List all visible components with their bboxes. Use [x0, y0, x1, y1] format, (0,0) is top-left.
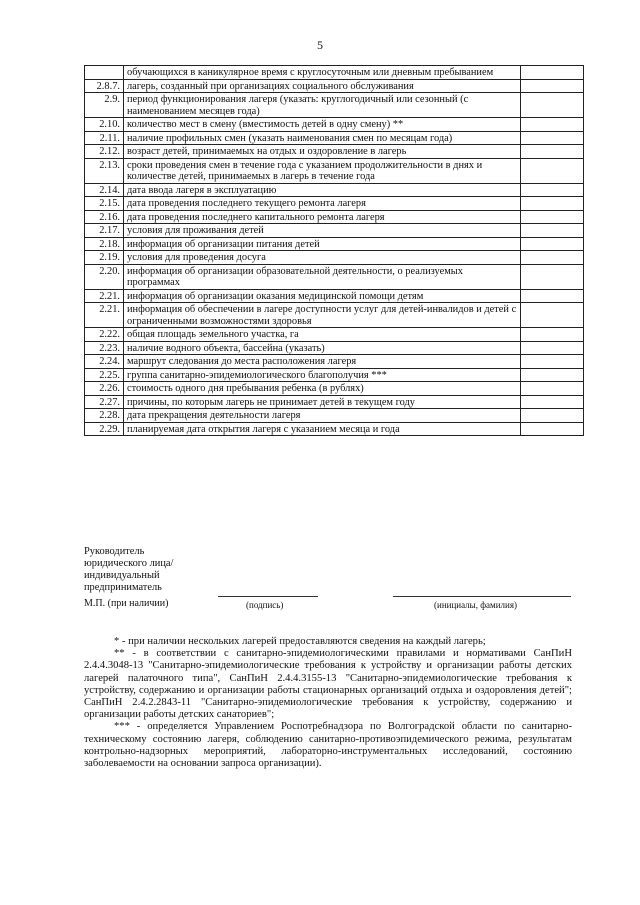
- row-value-cell[interactable]: [521, 145, 584, 159]
- row-description: информация об организации оказания медицинской помощи детям: [124, 289, 521, 303]
- row-number: 2.20.: [85, 264, 124, 289]
- signature-title-line-3: индивидуальный: [84, 570, 160, 581]
- row-number: 2.25.: [85, 368, 124, 382]
- row-description: лагерь, созданный при организациях социального обслуживания: [124, 79, 521, 93]
- row-number: 2.18.: [85, 237, 124, 251]
- row-description: дата проведения последнего текущего ремонта лагеря: [124, 197, 521, 211]
- row-value-cell[interactable]: [521, 264, 584, 289]
- row-description: общая площадь земельного участка, га: [124, 328, 521, 342]
- footnote-2: ** - в соответствии с санитарно-эпидемиологическими правилами и нормативами СанПиН 2.4.4.3048-13 "Санитарно-эпидемиологические требования к устройству и организации работы детских лагерей палаточного типа", СанПиН 2.4.4.3155-13 "Санитарно-эпидемиологические требования к устройству, содержанию и организации работы стационарных организаций отдыха и оздоровления детей"; СанПиН 2.4.2.2843-11 "Санитарно-эпидемиологические требования к устройству, содержанию и организации работы детских санаториев";: [84, 648, 572, 721]
- table-row: [85, 79, 584, 93]
- row-description: наличие профильных смен (указать наименования смен по месяцам года): [124, 131, 521, 145]
- row-number: 2.13.: [85, 158, 124, 183]
- signature-line: [218, 596, 318, 597]
- row-value-cell[interactable]: [521, 368, 584, 382]
- row-description: группа санитарно-эпидемиологического благополучия ***: [124, 368, 521, 382]
- row-number: 2.10.: [85, 118, 124, 132]
- row-value-cell[interactable]: [521, 422, 584, 436]
- table-row: [85, 237, 584, 251]
- table-row: [85, 158, 584, 183]
- name-caption: (инициалы, фамилия): [434, 600, 517, 610]
- table-row: [85, 289, 584, 303]
- row-description: стоимость одного дня пребывания ребенка (в рублях): [124, 382, 521, 396]
- table-row: [85, 328, 584, 342]
- row-description: сроки проведения смен в течение года с указанием продолжительности в днях и количестве детей, принимаемых в лагерь в течение года: [124, 158, 521, 183]
- row-number: 2.17.: [85, 224, 124, 238]
- row-description: дата прекращения деятельности лагеря: [124, 409, 521, 423]
- row-number: 2.9.: [85, 93, 124, 118]
- row-value-cell[interactable]: [521, 382, 584, 396]
- table-row: [85, 224, 584, 238]
- signature-title-line-2: юридического лица/: [84, 558, 174, 569]
- row-number: 2.26.: [85, 382, 124, 396]
- row-value-cell[interactable]: [521, 289, 584, 303]
- row-number: 2.23.: [85, 341, 124, 355]
- row-number: 2.21.: [85, 303, 124, 328]
- signature-block: [84, 546, 173, 594]
- row-description: информация об организации образовательной деятельности, о реализуемых программах: [124, 264, 521, 289]
- table-row: [85, 131, 584, 145]
- table-row: [85, 93, 584, 118]
- row-value-cell[interactable]: [521, 251, 584, 265]
- table-row: [85, 183, 584, 197]
- footnote-3: *** - определяется Управлением Роспотребнадзора по Волгоградской области по санитарно-техническому состоянию лагеря, соблюдению санитарно-противоэпидемического режима, результатам контрольно-надзорных мероприятий, лабораторно-инструментальных исследований, состоянию заболеваемости на основании запроса организации).: [84, 721, 572, 770]
- row-number: 2.29.: [85, 422, 124, 436]
- table-row: [85, 395, 584, 409]
- signature-title-line-4: предприниматель: [84, 582, 162, 593]
- footnote-1: * - при наличии нескольких лагерей предоставляются сведения на каждый лагерь;: [114, 636, 486, 647]
- row-description: период функционирования лагеря (указать: круглогодичный или сезонный (с наименованием месяцев года): [124, 93, 521, 118]
- row-value-cell[interactable]: [521, 158, 584, 183]
- row-number: 2.19.: [85, 251, 124, 265]
- row-value-cell[interactable]: [521, 303, 584, 328]
- signature-caption: (подпись): [246, 600, 284, 610]
- table-row: [85, 251, 584, 265]
- table-row: [85, 210, 584, 224]
- row-number: 2.16.: [85, 210, 124, 224]
- row-value-cell[interactable]: [521, 183, 584, 197]
- row-value-cell[interactable]: [521, 118, 584, 132]
- row-description: наличие водного объекта, бассейна (указать): [124, 341, 521, 355]
- row-description: количество мест в смену (вместимость детей в одну смену) **: [124, 118, 521, 132]
- row-description: обучающихся в каникулярное время с круглосуточным или дневным пребыванием: [124, 66, 521, 80]
- row-value-cell[interactable]: [521, 355, 584, 369]
- table-row: [85, 409, 584, 423]
- table-row: [85, 303, 584, 328]
- row-value-cell[interactable]: [521, 131, 584, 145]
- table-row: [85, 145, 584, 159]
- row-value-cell[interactable]: [521, 66, 584, 80]
- row-value-cell[interactable]: [521, 79, 584, 93]
- row-number: 2.21.: [85, 289, 124, 303]
- table-row: [85, 355, 584, 369]
- row-value-cell[interactable]: [521, 197, 584, 211]
- row-number: 2.8.7.: [85, 79, 124, 93]
- row-description: дата ввода лагеря в эксплуатацию: [124, 183, 521, 197]
- row-value-cell[interactable]: [521, 210, 584, 224]
- table-row: [85, 382, 584, 396]
- table-row: [85, 118, 584, 132]
- row-number: 2.24.: [85, 355, 124, 369]
- row-description: условия для проживания детей: [124, 224, 521, 238]
- row-number: 2.11.: [85, 131, 124, 145]
- table-row: [85, 422, 584, 436]
- table-row: [85, 66, 584, 80]
- row-number: 2.27.: [85, 395, 124, 409]
- form-table: [84, 65, 584, 436]
- row-number: 2.22.: [85, 328, 124, 342]
- row-description: маршрут следования до места расположения лагеря: [124, 355, 521, 369]
- row-description: дата проведения последнего капитального ремонта лагеря: [124, 210, 521, 224]
- table-row: [85, 341, 584, 355]
- row-value-cell[interactable]: [521, 395, 584, 409]
- table-row: [85, 197, 584, 211]
- row-number: 2.12.: [85, 145, 124, 159]
- footnotes: [84, 636, 572, 770]
- row-value-cell[interactable]: [521, 328, 584, 342]
- row-description: планируемая дата открытия лагеря с указанием месяца и года: [124, 422, 521, 436]
- row-value-cell[interactable]: [521, 409, 584, 423]
- name-line: [393, 596, 571, 597]
- row-number: 2.15.: [85, 197, 124, 211]
- row-value-cell[interactable]: [521, 93, 584, 118]
- row-number: [85, 66, 124, 80]
- table-row: [85, 264, 584, 289]
- row-number: 2.14.: [85, 183, 124, 197]
- row-number: 2.28.: [85, 409, 124, 423]
- signature-title-line-1: Руководитель: [84, 546, 145, 557]
- row-description: условия для проведения досуга: [124, 251, 521, 265]
- row-value-cell[interactable]: [521, 237, 584, 251]
- row-value-cell[interactable]: [521, 341, 584, 355]
- row-description: причины, по которым лагерь не принимает детей в текущем году: [124, 395, 521, 409]
- stamp-caption: М.П. (при наличии): [84, 598, 169, 609]
- page-number: 5: [317, 38, 323, 52]
- table-body: [85, 66, 584, 436]
- row-description: информация об обеспечении в лагере доступности услуг для детей-инвалидов и детей с ограниченными возможностями здоровья: [124, 303, 521, 328]
- row-value-cell[interactable]: [521, 224, 584, 238]
- row-description: информация об организации питания детей: [124, 237, 521, 251]
- table-row: [85, 368, 584, 382]
- row-description: возраст детей, принимаемых на отдых и оздоровление в лагерь: [124, 145, 521, 159]
